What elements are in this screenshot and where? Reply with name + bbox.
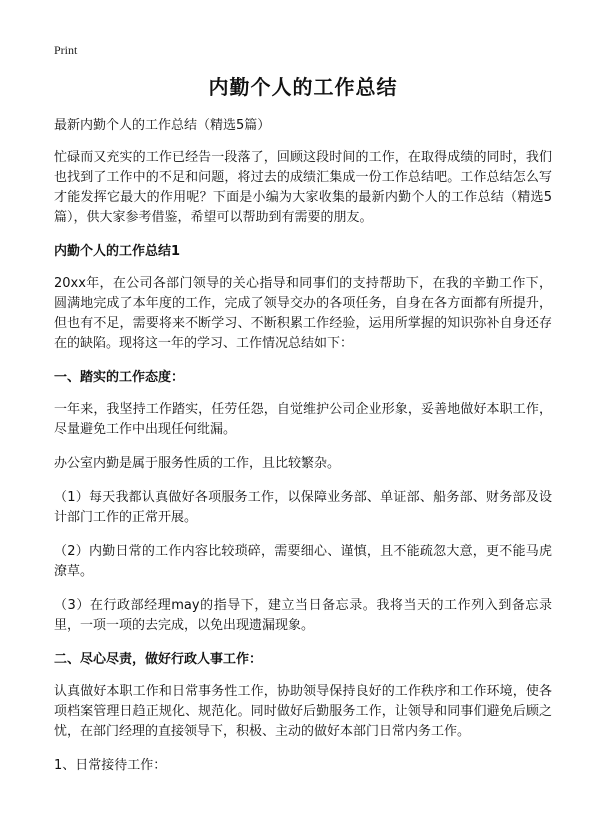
section1-paragraph: 一年来，我坚持工作踏实，任劳任怨，自觉维护公司企业形象，妥善地做好本职工作，尽量避免工作中出现任何纰漏。 [54,402,552,437]
document-title: 内勤个人的工作总结 [208,75,398,99]
document-subtitle: 最新内勤个人的工作总结（精选5篇） [54,118,271,133]
section2-heading: 二、尽心尽责，做好行政人事工作： [54,652,263,667]
article-intro-paragraph: 20xx年，在公司各部门领导的关心指导和同事们的支持帮助下，在我的辛勤工作下，圆满地完成了本年度的工作，完成了领导交办的各项任务，自身在各方面都有所提升，但也有不足，需要将来不断学习、不断积累工作经验，运用所掌握的知识弥补自身还存在的缺陷。现将这一年的学习、工作情况总结如下： [54,276,552,351]
section1-paragraph: 办公室内勤是属于服务性质的工作，且比较繁杂。 [54,456,341,471]
article-heading: 内勤个人的工作总结1 [54,244,181,259]
section1-paragraph: （2）内勤日常的工作内容比较琐碎，需要细心、谨慎，且不能疏忽大意，更不能马虎潦草。 [54,544,552,579]
section1-paragraph: （1）每天我都认真做好各项服务工作，以保障业务部、单证部、船务部、财务部及设计部门工作的正常开展。 [54,490,552,525]
print-link[interactable]: Print [54,43,78,57]
section1-heading: 一、踏实的工作态度： [54,370,185,385]
intro-paragraph: 忙碌而又充实的工作已经告一段落了，回顾这段时间的工作，在取得成绩的同时，我们也找到了工作中的不足和问题，将过去的成绩汇集成一份工作总结吧。工作总结怎么写才能发挥它最大的作用呢？下面是小编为大家收集的最新内勤个人的工作总结（精选5篇），供大家参考借鉴，希望可以帮助到有需要的朋友。 [54,150,552,225]
section1-paragraph: （3）在行政部经理may的指导下，建立当日备忘录。我将当天的工作列入到备忘录里，一项一项的去完成，以免出现遗漏现象。 [54,598,552,633]
section2-paragraph: 认真做好本职工作和日常事务性工作，协助领导保持良好的工作秩序和工作环境，使各项档案管理日趋正规化、规范化。同时做好后勤服务工作，让领导和同事们避免后顾之忧，在部门经理的直接领导下，积极、主动的做好本部门日常内务工作。 [54,684,552,739]
section2-item-label: 1、日常接待工作： [54,758,167,773]
